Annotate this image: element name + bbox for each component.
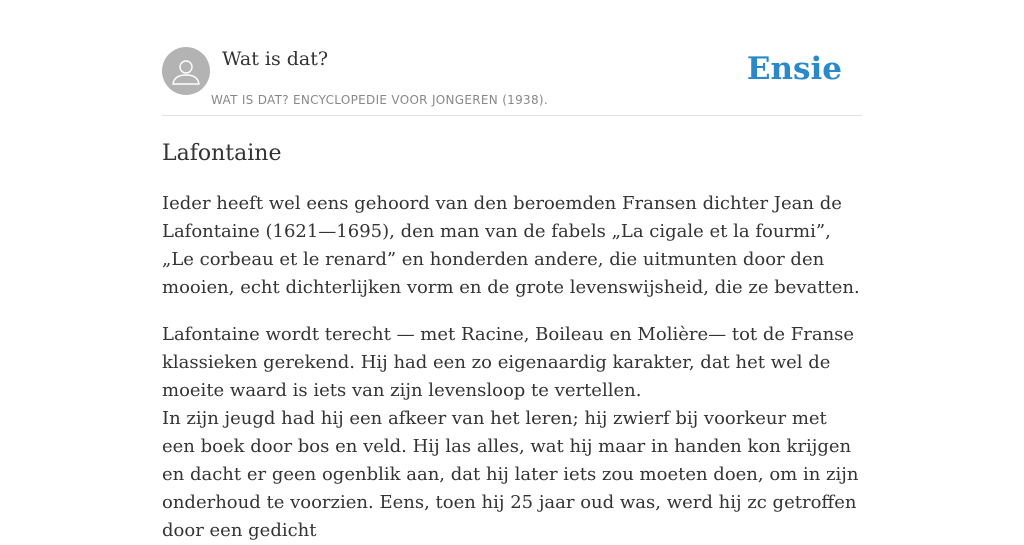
ensie-logo[interactable]: Ensie xyxy=(746,51,842,87)
user-icon xyxy=(162,47,210,95)
article-title: Lafontaine xyxy=(162,141,282,166)
article-paragraph: Ieder heeft wel eens gehoord van den beroemden Fransen dichter Jean de Lafontaine (1621—1695), den man van de fabels „La cigale et la fourmi”, „Le corbeau et le renard” en honderden andere, die uitmunten door den mooien, echt dichterlijken vorm en de grote levenswijsheid, die ze bevatten. xyxy=(162,193,860,298)
article-paragraph-part: Lafontaine wordt terecht — met Racine, Boileau en Molière— tot de Franse klassieken gerekend. Hij had een zo eigenaardig karakter, dat het wel de moeite waard is iets van zijn levensloop te vertellen. xyxy=(162,324,855,401)
source-title[interactable]: Wat is dat? xyxy=(222,48,329,70)
article xyxy=(162,138,862,545)
source-header xyxy=(162,47,862,116)
article-paragraph-part: In zijn jeugd had hij een afkeer van het leren; hij zwierf bij voorkeur met een boek door bos en veld. Hij las alles, wat hij maar in handen kon krijgen en dacht er geen ogenblik aan, dat hij later iets zou moeten doen, om in zijn onderhoud te voorzien. Eens, toen hij 25 jaar oud was, werd hij zc getroffen door een gedicht xyxy=(162,408,859,541)
article-paragraph xyxy=(162,321,862,545)
source-subtitle[interactable]: WAT IS DAT? ENCYCLOPEDIE VOOR JONGEREN (1938). xyxy=(211,93,549,107)
